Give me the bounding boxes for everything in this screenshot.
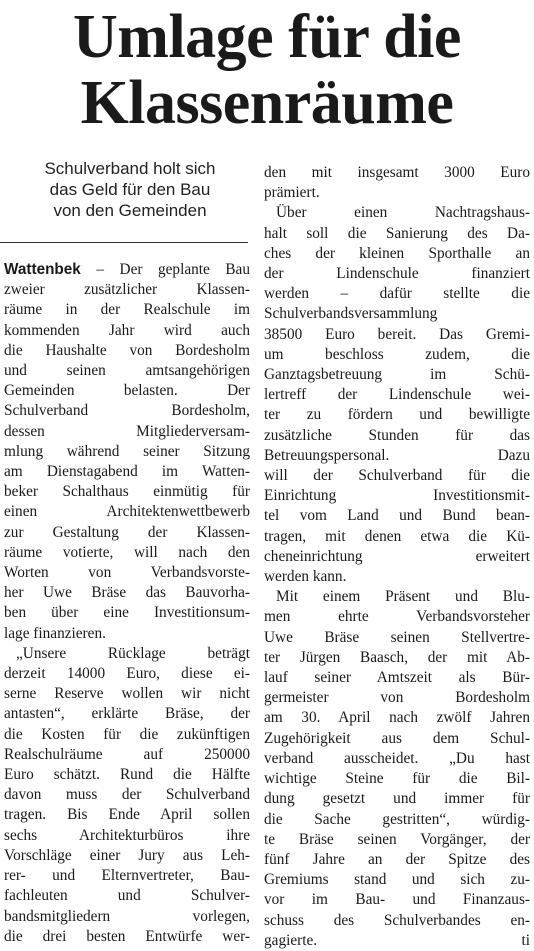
article-line: prämiert. (264, 184, 320, 202)
article-line: vor im Bau- und Finanzaus- (264, 891, 530, 909)
article-line: werden kann. (264, 568, 347, 586)
article-line: die drei besten Entwürfe wer- (4, 927, 250, 945)
article-line: ter Jürgen Baasch, der mit Ab- (264, 648, 530, 666)
article-line: tragen, mit denen etwa die Kü- (264, 527, 530, 545)
article-line: Gremiums stand und sich zu- (264, 871, 530, 889)
article-line: Einrichtung Investitionsmit- (264, 487, 530, 505)
article-line: Betreuungspersonal. Dazu (264, 446, 530, 464)
article-column-2 (264, 163, 530, 951)
article-line: cheneinrichtung erweitert (264, 547, 530, 565)
article-line (264, 931, 530, 951)
article-line: serne Reserve wollen wir nicht (4, 685, 250, 703)
article-line: lauf seiner Amtszeit als Bür- (264, 669, 530, 687)
article-line: Ganztagsbetreuung im Schü- (264, 366, 530, 384)
article-line: lertreff der Lindenschule wei- (264, 386, 530, 404)
article-line: Worten von Verbandsvorste- (4, 564, 250, 582)
article-line: die Kosten für die zukünftigen (4, 725, 250, 743)
article-line: tel vom Land und Bund bean- (264, 507, 530, 525)
article-line: Mit einem Präsent und Blu- (276, 588, 530, 606)
article-line: lage finanzieren. (4, 624, 106, 642)
article-line: derzeit 14000 Euro, diese ei- (4, 665, 250, 683)
article-line: Zugehörigkeit aus dem Schul- (264, 729, 530, 747)
article-line: ter zu fördern und bewilligte (264, 406, 530, 424)
article-line: verband ausscheidet. „Du hast (264, 749, 530, 767)
article-line: zusätzliche Stunden für das (264, 426, 530, 444)
article-line: die Haushalte von Bordesholm (4, 341, 250, 359)
article-line: schuss des Schulverbandes en- (264, 911, 530, 929)
article-line: te Bräse seinen Vorgänger, der (264, 830, 530, 848)
article-line: „Unsere Rücklage beträgt (16, 644, 250, 662)
article-line: ben über eine Investitionsum- (4, 604, 250, 622)
article-line: und seinen amtsangehörigen (4, 362, 250, 380)
article-line: germeister von Bordesholm (264, 689, 530, 707)
article-line: zweier zusätzlicher Klassen- (4, 281, 250, 299)
article-line: Euro schätzt. Rund die Hälfte (4, 766, 250, 784)
article-line: Uwe Bräse seinen Stellvertre- (264, 628, 530, 646)
article-line: men ehrte Verbandsvorsteher (264, 608, 530, 626)
subhead-line: das Geld für den Bau (49, 180, 211, 199)
article-line: am 30. April nach zwölf Jahren (264, 709, 530, 727)
article-line: räume in der Realschule im (4, 301, 250, 319)
article-line: ches der kleinen Sporthalle an (264, 244, 530, 262)
article-line: will der Schulverband für die (264, 467, 530, 485)
dateline: Wattenbek (4, 261, 81, 278)
article-line: räume votierte, will nach den (4, 543, 250, 561)
subhead-line: Schulverband holt sich (44, 159, 216, 178)
article-line: fachleuten und Schulver- (4, 887, 250, 905)
article-line: sechs Architekturbüros ihre (4, 826, 250, 844)
article-line: die Sache gestritten“, würdig- (264, 810, 530, 828)
article-column-1 (4, 260, 250, 947)
article-line: Gemeinden belasten. Der (4, 382, 250, 400)
article-line: den mit insgesamt 3000 Euro (264, 164, 530, 181)
article-line: antasten“, erklärte Bräse, der (4, 705, 250, 723)
article-line: bandsmitgliedern vorlegen, (4, 907, 250, 925)
article-line: Über einen Nachtragshaus- (276, 204, 530, 222)
headline-line-1: Umlage für die (73, 3, 461, 71)
article-line: werden – dafür stellte die (264, 285, 530, 303)
article-line: Realschulräume auf 250000 (4, 745, 250, 763)
article-line: 38500 Euro bereit. Das Gremi- (264, 325, 530, 343)
article-line: kommenden Jahr wird auch (4, 321, 250, 339)
article-text: – Der geplante Bau (80, 261, 250, 278)
article-line: her Uwe Bräse das Bauvorha- (4, 584, 250, 602)
headline-line-2: Klassenräume (80, 69, 454, 137)
subhead-line: von den Gemeinden (53, 201, 207, 220)
article-line: tragen. Bis Ende April sollen (4, 806, 250, 824)
article-line: um beschloss zudem, die (264, 345, 530, 363)
subheadline (8, 158, 252, 221)
headline (0, 4, 534, 136)
article-line: der Lindenschule finanziert (264, 265, 530, 283)
article-line: halt soll die Sanierung des Da- (264, 224, 530, 242)
article-line: einen Architektenwettbewerb (4, 503, 250, 521)
article-line: mlung während seiner Sitzung (4, 442, 250, 460)
article-line: dessen Mitgliederversam- (4, 422, 250, 440)
article-line: zur Gestaltung der Klassen- (4, 523, 250, 541)
author-signature: ti (521, 931, 530, 949)
article-line: beker Schalthaus einmütig für (4, 483, 250, 501)
article-line: Schulverband Bordesholm, (4, 402, 250, 420)
article-text: gagierte. (264, 931, 318, 949)
article-line: dung gesetzt und immer für (264, 790, 530, 808)
article-line: am Dienstagabend im Watten- (4, 463, 250, 481)
subhead-divider (0, 242, 248, 243)
article-line: davon muss der Schulverband (4, 786, 250, 804)
article-line: rer- und Elternvertreter, Bau- (4, 867, 250, 885)
article-line: wichtige Steine für die Bil- (264, 770, 530, 788)
article-line: Vorschläge einer Jury aus Leh- (4, 846, 250, 864)
article-line: Schulverbandsversammlung (264, 305, 438, 323)
article-line: fünf Jahre an der Spitze des (264, 850, 530, 868)
article-line (4, 260, 250, 280)
